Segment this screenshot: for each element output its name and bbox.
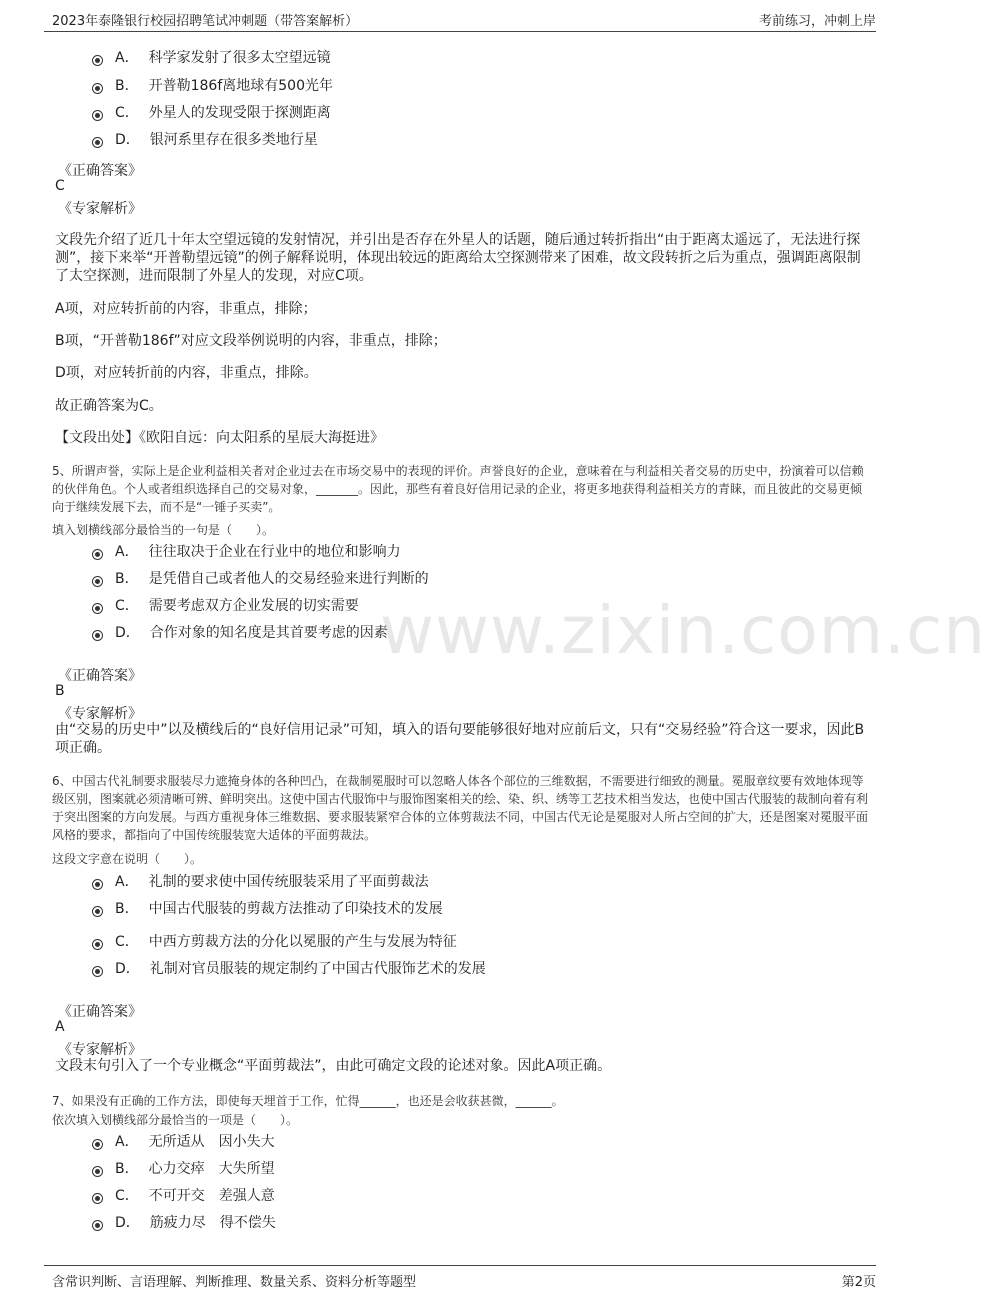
q7-option-a[interactable]: A． 无所适从 因小失大 [92, 1130, 275, 1152]
q5-question-text: 5、所谓声誉，实际上是企业利益相关者对企业过去在市场交易中的表现的评价。声誉良好的企业，意味着在与利益相关者交易的历史中，扮演着可以信赖的伙伴角色。个人或者组织选择自己的交易对象，_______。因此，那些有着良好信用记录的企业，将更多地获得利益相关方的青睐，而且彼此的交易更倾向于继续发展下去，而不是“一锤子买卖”。 [52, 464, 864, 514]
q4-analysis-a: A项，对应转折前的内容，非重点，排除； [55, 301, 317, 317]
q4-source: 【文段出处】《欧阳自远：向太阳系的星辰大海挺进》 [55, 430, 384, 446]
header-divider [44, 31, 876, 32]
q5-option-c[interactable]: C． 需要考虑双方企业发展的切实需要 [92, 594, 359, 616]
q6-option-d[interactable]: D． 礼制对官员服装的规定制约了中国古代服饰艺术的发展 [92, 957, 486, 979]
q4-analysis-main: 文段先介绍了近几十年太空望远镜的发射情况，并引出是否存在外星人的话题，随后通过转折指出“由于距离太遥远了，无法进行探测”，接下来举“开普勒望远镜”的例子解释说明，体现出较远的距离给太空探测带来了困难，故文段转折之后为重点，强调距离限制了太空探测，进而限制了外星人的发现，对应C项。 [55, 232, 861, 284]
footer-divider [44, 1265, 876, 1266]
q6-option-b[interactable]: B． 中国古代服装的剪裁方法推动了印染技术的发展 [92, 897, 443, 919]
q7-option-b[interactable]: B． 心力交瘁 大失所望 [92, 1157, 275, 1179]
expert-analysis-label: 《专家解析》 [58, 706, 142, 722]
header-slogan: 考前练习，冲刺上岸 [758, 14, 876, 29]
q6-option-c[interactable]: C． 中西方剪裁方法的分化以冕服的产生与发展为特征 [92, 930, 457, 952]
q5-analysis: 由“交易的历史中”以及横线后的“良好信用记录”可知，填入的语句要能够很好地对应前后文，只有“交易经验”符合这一要求，因此B项正确。 [55, 722, 865, 756]
q5-option-b[interactable]: B． 是凭借自己或者他人的交易经验来进行判断的 [92, 567, 429, 589]
q7-question-text: 7、如果没有正确的工作方法，即使每天埋首于工作，忙得______，也还是会收获甚微，______。 [52, 1094, 564, 1108]
correct-answer-label: 《正确答案》 [58, 1004, 142, 1020]
q4-option-d[interactable]: D． 银河系里存在很多类地行星 [92, 128, 318, 150]
q5-option-d[interactable]: D． 合作对象的知名度是其首要考虑的因素 [92, 621, 388, 643]
q7-prompt: 依次填入划横线部分最恰当的一项是（ ）。 [52, 1113, 299, 1127]
q6-option-a[interactable]: A． 礼制的要求使中国传统服装采用了平面剪裁法 [92, 870, 429, 892]
q5-answer: B [55, 683, 65, 699]
radio-icon[interactable] [92, 576, 103, 587]
radio-icon[interactable] [92, 1220, 103, 1231]
footer-description: 含常识判断、言语理解、判断推理、数量关系、资料分析等题型 [52, 1275, 417, 1290]
q4-analysis-conclusion: 故正确答案为C。 [55, 398, 163, 414]
q4-analysis-b: B项，“开普勒186f”对应文段举例说明的内容，非重点，排除； [55, 333, 447, 349]
expert-analysis-label: 《专家解析》 [58, 1042, 142, 1058]
radio-icon[interactable] [92, 939, 103, 950]
q7-option-d[interactable]: D． 筋疲力尽 得不偿失 [92, 1211, 276, 1233]
correct-answer-label: 《正确答案》 [58, 668, 142, 684]
radio-icon[interactable] [92, 966, 103, 977]
q5-option-a[interactable]: A． 往往取决于企业在行业中的地位和影响力 [92, 540, 401, 562]
page-header [0, 0, 920, 34]
radio-icon[interactable] [92, 110, 103, 121]
radio-icon[interactable] [92, 603, 103, 614]
radio-icon[interactable] [92, 906, 103, 917]
q5-prompt: 填入划横线部分最恰当的一句是（ ）。 [52, 523, 275, 537]
expert-analysis-label: 《专家解析》 [58, 201, 142, 217]
q7-option-c[interactable]: C． 不可开交 差强人意 [92, 1184, 275, 1206]
q4-analysis-d: D项，对应转折前的内容，非重点，排除。 [55, 365, 318, 381]
radio-icon[interactable] [92, 83, 103, 94]
radio-icon[interactable] [92, 1193, 103, 1204]
q6-answer: A [55, 1019, 65, 1035]
q4-answer: C [55, 178, 65, 194]
radio-icon[interactable] [92, 630, 103, 641]
q4-option-a[interactable]: A． 科学家发射了很多太空望远镜 [92, 46, 331, 68]
radio-icon[interactable] [92, 137, 103, 148]
q4-option-b[interactable]: B． 开普勒186f离地球有500光年 [92, 74, 333, 96]
q6-question-text: 6、中国古代礼制要求服装尽力遮掩身体的各种凹凸，在裁制冕服时可以忽略人体各个部位的三维数据，不需要进行细致的测量。冕服章纹要有效地体现等级区别，图案就必须清晰可辨、鲜明突出。这使中国古代服饰中与服饰图案相关的绘、染、织、绣等工艺技术相当发达，也使中国古代服装的裁制向着有利于突出图案的方向发展。与西方重视身体三维数据、要求服装紧窄合体的立体剪裁法不同，中国古代无论是冕服对人所占空间的扩大，还是图案对冕服平面风格的要求，都指向了中国传统服装宽大适体的平面剪裁法。 [52, 774, 869, 842]
q4-option-c[interactable]: C． 外星人的发现受限于探测距离 [92, 101, 331, 123]
q6-prompt: 这段文字意在说明（ ）。 [52, 852, 203, 866]
radio-icon[interactable] [92, 549, 103, 560]
radio-icon[interactable] [92, 1166, 103, 1177]
document-title: 2023年泰隆银行校园招聘笔试冲刺题（带答案解析） [52, 14, 359, 29]
radio-icon[interactable] [92, 55, 103, 66]
q6-analysis: 文段末句引入了一个专业概念“平面剪裁法”，由此可确定文段的论述对象。因此A项正确。 [55, 1058, 612, 1074]
page-number: 第2页 [841, 1275, 876, 1290]
radio-icon[interactable] [92, 1139, 103, 1150]
correct-answer-label: 《正确答案》 [58, 163, 142, 179]
watermark: www.zixin.com.cn [380, 592, 986, 669]
radio-icon[interactable] [92, 879, 103, 890]
